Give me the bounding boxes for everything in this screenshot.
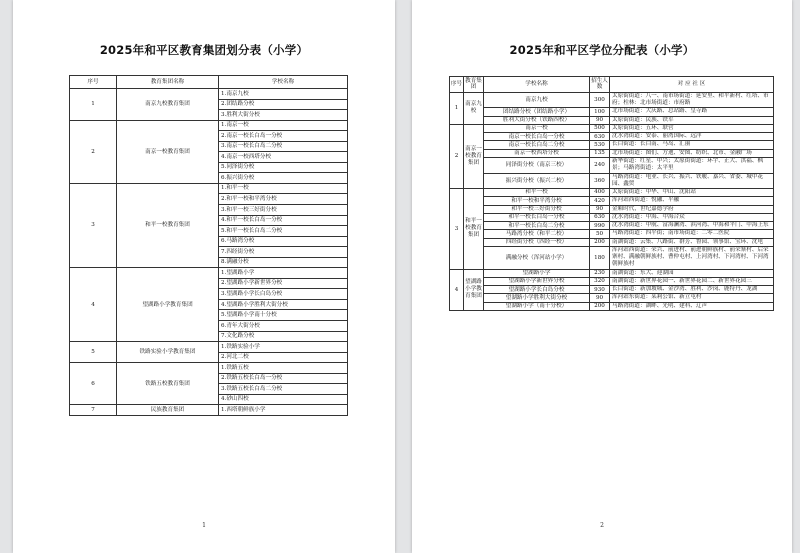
table-row: [450, 157, 774, 173]
header-no: 序号: [70, 76, 117, 89]
school-name-cell: 2.团结路分校: [219, 99, 348, 110]
school-name-cell: 4.和平一校长白岛一分校: [219, 215, 348, 226]
community-cell: 沈水湾街道：中航、富海澜湾、滨河湾、中海和平门、中海上东: [610, 222, 774, 230]
table-row: [450, 173, 774, 189]
table-row: [450, 294, 774, 302]
group-number-cell: 7: [70, 405, 117, 416]
school-name-cell: 7.文化路分校: [219, 331, 348, 342]
quota-cell: 50: [590, 230, 610, 238]
header-quota: 招生人数: [591, 78, 608, 91]
table-row: [450, 302, 774, 310]
quota-cell: 530: [590, 141, 610, 149]
quota-cell: 990: [590, 222, 610, 230]
school-name-cell: 8.满融分校: [219, 257, 348, 268]
table-header-row: [450, 77, 774, 93]
group-number-cell: 2: [70, 120, 117, 183]
school-name-cell: 5.同泽街分校: [219, 162, 348, 173]
school-name-cell: 2.铁路五校长白岛一分校: [219, 373, 348, 384]
school-name-cell: 6.青年大街分校: [219, 321, 348, 332]
group-number-cell: 3: [70, 183, 117, 267]
quota-cell: 230: [590, 269, 610, 277]
community-cell: 沈水湾街道：安泰、丽湾国际、远洋: [610, 133, 774, 141]
table-row: [450, 108, 774, 116]
community-cell: 南湖街道：新世界花园一、新世界花园二、新世界花园三: [610, 277, 774, 285]
community-cell: 新华街道：红星、中兴；太原街街道：环宇、正大、洪福、枫景；马路湾街道：太平里: [610, 157, 774, 173]
table-row: [450, 246, 774, 269]
header-no: 序号: [450, 77, 464, 93]
quota-cell: 400: [590, 189, 610, 197]
quota-cell: 930: [590, 286, 610, 294]
group-division-table: [69, 75, 348, 416]
school-name-cell: 2.河北二校: [219, 352, 348, 363]
school-name-cell: 5.望湖路小学南十分校: [219, 310, 348, 321]
table-row: [450, 269, 774, 277]
school-name-cell: 南京九校: [484, 92, 590, 108]
table-row: [450, 92, 774, 108]
school-name-cell: 望湖路小学新世界分校: [484, 277, 590, 285]
header-school: 学校名称: [484, 77, 590, 93]
school-name-cell: 7.四经街分校: [219, 247, 348, 258]
community-cell: 马路湾街道：四平街；南市场街道：二零二医院: [610, 230, 774, 238]
quota-cell: 200: [590, 302, 610, 310]
table-row: [450, 149, 774, 157]
quota-cell: 630: [590, 133, 610, 141]
table-row: [450, 205, 774, 213]
table-row: [450, 222, 774, 230]
school-name-cell: 同泽街分校（南京三校）: [484, 157, 590, 173]
document-page-2: [412, 0, 792, 553]
page-title: 2025年和平区学位分配表（小学）: [509, 43, 695, 57]
community-cell: 太原街街道：五环、联营: [610, 124, 774, 132]
community-cell: 太原街街道：中华、中山、沈阳站: [610, 189, 774, 197]
page-number: 1: [202, 522, 206, 529]
community-cell: 浑河站西街道：悦融、平融: [610, 197, 774, 205]
quota-cell: 500: [590, 124, 610, 132]
table-row: [70, 342, 348, 353]
table-header-row: [70, 76, 348, 89]
table-row: [70, 405, 348, 416]
group-name-cell: 铁路五校教育集团: [117, 363, 219, 405]
quota-cell: 630: [590, 213, 610, 221]
school-name-cell: 四经街分校（四经一校）: [484, 238, 590, 246]
quota-cell: 180: [590, 246, 610, 269]
group-name-cell: 南京九校教育集团: [117, 89, 219, 121]
group-number-cell: 3: [450, 189, 464, 270]
school-name-cell: 6.振兴街分校: [219, 173, 348, 184]
school-name-cell: 1.南京九校: [219, 89, 348, 100]
school-name-cell: 胜利大街分校（铁路四校）: [484, 116, 590, 124]
community-cell: 长白街道：长白南、马岛、汇丽: [610, 141, 774, 149]
quota-cell: 240: [590, 157, 610, 173]
group-number-cell: 1: [450, 92, 464, 124]
community-cell: 浑河站东街道：某莉公馆、新立屯村: [610, 294, 774, 302]
school-name-cell: 1.铁路五校: [219, 363, 348, 374]
table-row: [450, 197, 774, 205]
community-cell: 太原街街道：八一、南市场街道：延安里、和平新村、红塔、市府；柱林：北市场街道：市府路: [610, 92, 774, 108]
group-name-cell: 望湖路小学教育集团: [117, 268, 219, 342]
school-name-cell: 3.望湖路小学长白岛分校: [219, 289, 348, 300]
school-name-cell: 1.铁路实验小学: [219, 342, 348, 353]
school-name-cell: 6.马路湾分校: [219, 236, 348, 247]
school-name-cell: 3.和平一校三好街分校: [219, 205, 348, 216]
school-name-cell: 望湖路小学胜利大街分校: [484, 294, 590, 302]
header-school: 学校名称: [219, 76, 348, 89]
school-name-cell: 和平一校长白岛二分校: [484, 222, 590, 230]
table-row: [70, 120, 348, 131]
school-name-cell: 南京一校西塔分校: [484, 149, 590, 157]
school-name-cell: 1.望湖路小学: [219, 268, 348, 279]
school-name-cell: 3.铁路五校长白岛二分校: [219, 384, 348, 395]
group-name-cell: 和平一校教育集团: [464, 189, 484, 270]
school-name-cell: 振兴街分校（振兴二校）: [484, 173, 590, 189]
school-name-cell: 4.望湖路小学胜利大街分校: [219, 299, 348, 310]
school-name-cell: 1.南京一校: [219, 120, 348, 131]
community-cell: 沈水湾街道：中海、中海合众: [610, 213, 774, 221]
community-cell: 太原街街道：民族、铁军: [610, 116, 774, 124]
school-name-cell: 满融分校（浑河站小学）: [484, 246, 590, 269]
school-name-cell: 南京一校长白岛二分校: [484, 141, 590, 149]
school-name-cell: 望湖路小学长白岛分校: [484, 286, 590, 294]
community-cell: 马路湾街道：电业、长兴、振兴、铁履、嘉兴、省委、城中花园、鑫贸: [610, 173, 774, 189]
table-row: [450, 141, 774, 149]
group-number-cell: 4: [70, 268, 117, 342]
community-cell: 金厢时代，世纪嘉德学府: [610, 205, 774, 213]
table-row: [450, 116, 774, 124]
quota-cell: 200: [590, 238, 610, 246]
community-cell: 南湖街道：云集、八路街、群芳、鲁园、领事馆、宝环、沈电: [610, 238, 774, 246]
school-name-cell: 4.南京一校西塔分校: [219, 152, 348, 163]
page-number: 2: [600, 522, 604, 529]
table-row: [70, 183, 348, 194]
group-name-cell: 南京一校教育集团: [464, 124, 484, 188]
table-row: [450, 238, 774, 246]
quota-cell: 420: [590, 197, 610, 205]
group-name-cell: 南京九校: [464, 92, 484, 124]
table-row: [450, 277, 774, 285]
quota-cell: 90: [590, 205, 610, 213]
school-name-cell: 团结路分校（团结路小学）: [484, 108, 590, 116]
school-name-cell: 2.南京一校长白岛一分校: [219, 131, 348, 142]
table-row: [450, 133, 774, 141]
school-name-cell: 南京一校: [484, 124, 590, 132]
table-row: [450, 189, 774, 197]
school-name-cell: 3.胜利大街分校: [219, 110, 348, 121]
group-number-cell: 5: [70, 342, 117, 363]
group-name-cell: 望湖路小学教育集团: [464, 269, 484, 310]
group-name-cell: 民族教育集团: [117, 405, 219, 416]
community-cell: 浑河站西街道：荣兴、前进村、前进朝鲜族村、前荣寨村、后荣寨村、满融朝鲜族村、曹仲屯村、上河湾村、下河湾村、下河湾朝鲜族村: [610, 246, 774, 269]
school-name-cell: 1.西塔朝鲜族小学: [219, 405, 348, 416]
table-row: [450, 213, 774, 221]
table-row: [70, 363, 348, 374]
table-row: [70, 268, 348, 279]
page-title: 2025年和平区教育集团划分表（小学）: [99, 43, 309, 57]
group-name-cell: 铁路实验小学教育集团: [117, 342, 219, 363]
school-name-cell: 4.砂山四校: [219, 394, 348, 405]
group-number-cell: 6: [70, 363, 117, 405]
school-name-cell: 3.南京一校长白岛二分校: [219, 141, 348, 152]
quota-cell: 300: [590, 92, 610, 108]
community-cell: 北市场街道：图们、方迪、安图、纺织、北市、金融广场: [610, 149, 774, 157]
school-name-cell: 南京一校长白岛一分校: [484, 133, 590, 141]
quota-cell: 320: [590, 277, 610, 285]
community-cell: 马路湾街道：湖畔、光明、建科、辽声: [610, 302, 774, 310]
header-community: 对 应 社 区: [610, 77, 774, 93]
group-number-cell: 2: [450, 124, 464, 188]
school-name-cell: 马路湾分校（和平二校）: [484, 230, 590, 238]
school-name-cell: 1.和平一校: [219, 183, 348, 194]
school-name-cell: 和平一校长白岛一分校: [484, 213, 590, 221]
school-name-cell: 望湖路小学（南十分校）: [484, 302, 590, 310]
school-name-cell: 望湖路小学: [484, 269, 590, 277]
group-number-cell: 1: [70, 89, 117, 121]
group-name-cell: 和平一校教育集团: [117, 183, 219, 267]
table-row: [450, 286, 774, 294]
community-cell: 北市场街道：大庆路、总站路、皇寺路: [610, 108, 774, 116]
seat-allocation-table: [449, 76, 774, 311]
school-name-cell: 和平一校: [484, 189, 590, 197]
group-number-cell: 4: [450, 269, 464, 310]
school-name-cell: 5.和平一校长白岛二分校: [219, 226, 348, 237]
quota-cell: 360: [590, 173, 610, 189]
school-name-cell: 和平一校和平湾分校: [484, 197, 590, 205]
header-group: 教育集团名称: [117, 76, 219, 89]
header-group: 教育集团: [465, 78, 482, 91]
school-name-cell: 2.和平一校和平湾分校: [219, 194, 348, 205]
table-row: [450, 230, 774, 238]
table-row: [450, 124, 774, 132]
quota-cell: 90: [590, 294, 610, 302]
quota-cell: 90: [590, 116, 610, 124]
community-cell: 长白街道：新加坡城、金沙湾、胜利、沙岗、鹿特丹、龙湖: [610, 286, 774, 294]
school-name-cell: 2.望湖路小学新世界分校: [219, 278, 348, 289]
document-page-1: [13, 0, 395, 553]
school-name-cell: 和平一校三好街分校: [484, 205, 590, 213]
quota-cell: 100: [590, 108, 610, 116]
table-row: [70, 89, 348, 100]
group-name-cell: 南京一校教育集团: [117, 120, 219, 183]
quota-cell: 135: [590, 149, 610, 157]
community-cell: 南湖街道：东大、迎湖园: [610, 269, 774, 277]
